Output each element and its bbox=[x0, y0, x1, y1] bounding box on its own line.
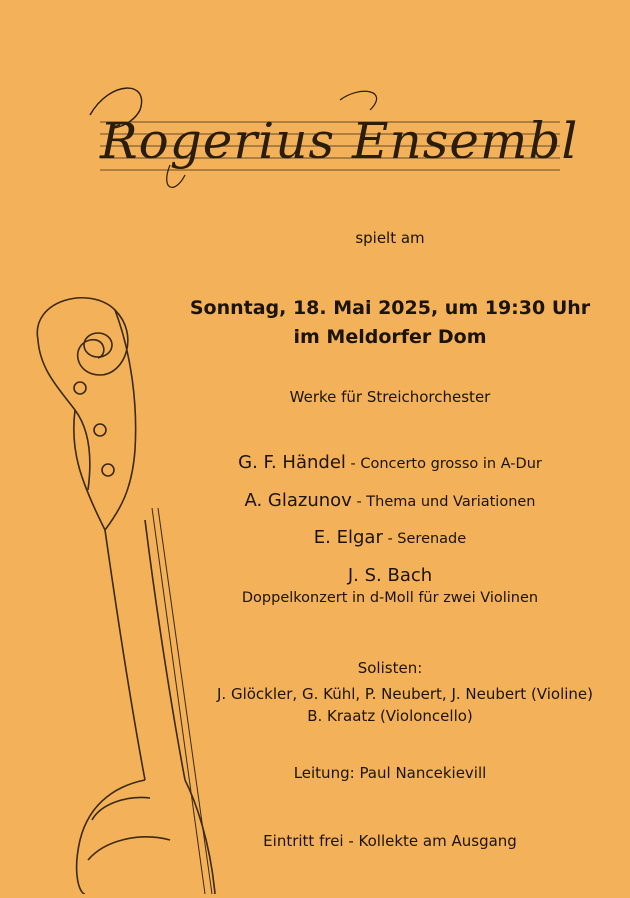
soloists-violin: J. Glöckler, G. Kühl, P. Neubert, J. Neubert (Violine) bbox=[217, 685, 593, 703]
event-date: Sonntag, 18. Mai 2025, um 19:30 Uhr bbox=[189, 297, 591, 319]
event-venue: im Meldorfer Dom bbox=[293, 326, 487, 348]
ensemble-name: Rogerius Ensemble bbox=[100, 112, 580, 170]
program-work-2 bbox=[180, 490, 600, 511]
work-composer: G. F. Händel bbox=[238, 452, 346, 473]
admission-info: Eintritt frei - Kollekte am Ausgang bbox=[263, 832, 517, 850]
program-subtitle: Werke für Streichorchester bbox=[289, 388, 491, 406]
work-separator: - bbox=[356, 494, 362, 510]
soloists-cello: B. Kraatz (Violoncello) bbox=[307, 707, 473, 725]
program-work-3 bbox=[180, 527, 600, 548]
work-separator: - bbox=[387, 531, 393, 547]
soloists-heading: Solisten: bbox=[357, 659, 423, 677]
direction-label: Leitung: bbox=[293, 764, 355, 782]
work-title: Concerto grosso in A-Dur bbox=[360, 456, 542, 472]
work-composer: A. Glazunov bbox=[244, 490, 352, 511]
intro-text: spielt am bbox=[355, 229, 425, 247]
direction-line bbox=[180, 764, 600, 782]
work-title: Serenade bbox=[397, 531, 467, 547]
director-name: Paul Nancekievill bbox=[359, 764, 487, 782]
work-title: Thema und Variationen bbox=[366, 494, 536, 510]
music-staff-graphic bbox=[60, 70, 580, 200]
program-work-1 bbox=[180, 452, 600, 473]
program-work-4-title: Doppelkonzert in d-Moll für zwei Violinen bbox=[241, 590, 539, 606]
violin-scroll-illustration bbox=[20, 280, 230, 894]
work-composer: E. Elgar bbox=[313, 527, 383, 548]
work-separator: - bbox=[350, 456, 356, 472]
program-work-4-composer: J. S. Bach bbox=[347, 565, 433, 586]
ensemble-title-banner bbox=[60, 70, 580, 200]
